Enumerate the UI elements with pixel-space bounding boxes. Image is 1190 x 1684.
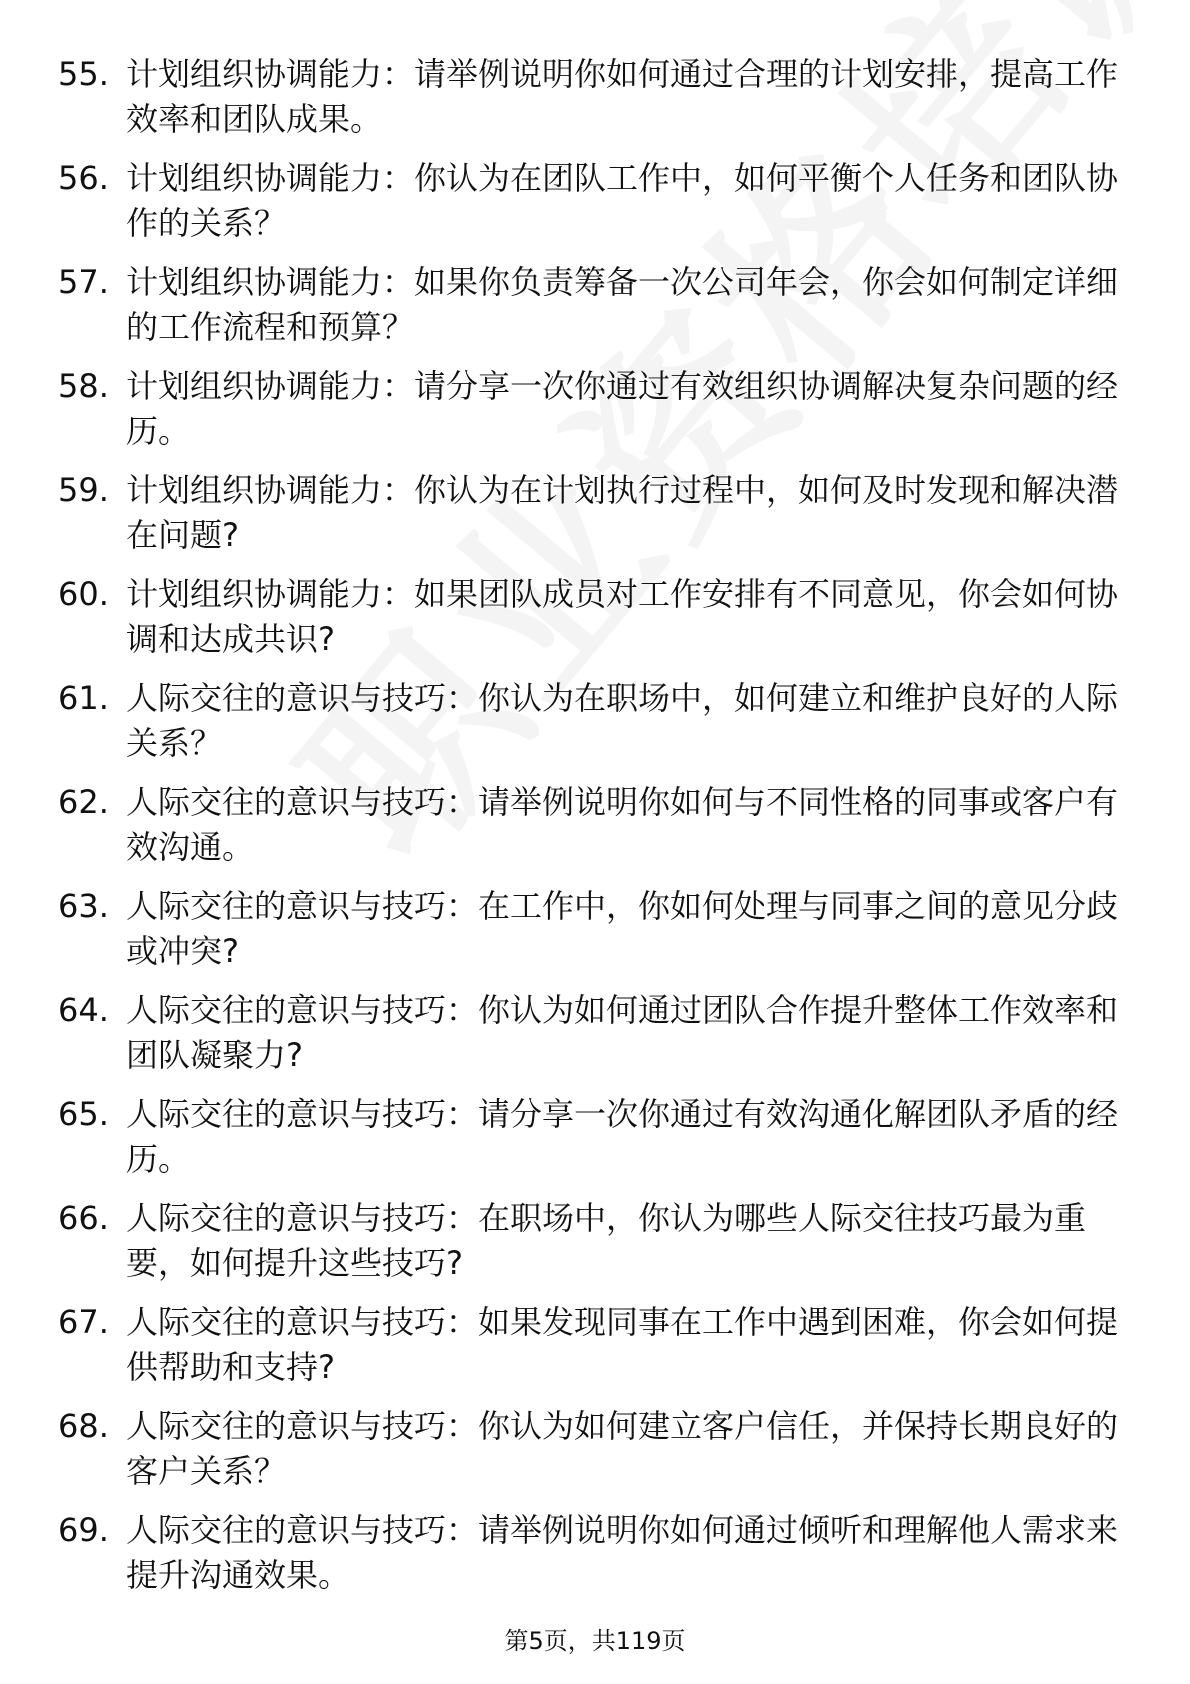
question-number: 59. bbox=[58, 471, 109, 509]
list-item bbox=[58, 1196, 1138, 1300]
question-text: 人际交往的意识与技巧：你认为如何建立客户信任，并保持长期良好的客户关系？ bbox=[126, 1407, 1119, 1490]
question-text: 人际交往的意识与技巧：请分享一次你通过有效沟通化解团队矛盾的经历。 bbox=[126, 1095, 1119, 1178]
list-item bbox=[58, 52, 1138, 156]
question-number: 66. bbox=[58, 1199, 109, 1237]
question-text: 人际交往的意识与技巧：请举例说明你如何通过倾听和理解他人需求来提升沟通效果。 bbox=[126, 1511, 1119, 1594]
question-text: 人际交往的意识与技巧：如果发现同事在工作中遇到困难，你会如何提供帮助和支持? bbox=[126, 1303, 1119, 1386]
list-item bbox=[58, 468, 1138, 572]
question-number: 58. bbox=[58, 367, 109, 405]
question-text: 人际交往的意识与技巧：请举例说明你如何与不同性格的同事或客户有效沟通。 bbox=[126, 783, 1119, 866]
question-number: 69. bbox=[58, 1511, 109, 1549]
list-item bbox=[58, 1508, 1138, 1612]
question-number: 57. bbox=[58, 263, 109, 301]
question-number: 63. bbox=[58, 887, 109, 925]
question-text: 计划组织协调能力：你认为在计划执行过程中，如何及时发现和解决潜在问题? bbox=[126, 471, 1119, 554]
list-item bbox=[58, 988, 1138, 1092]
question-text: 计划组织协调能力：如果你负责筹备一次公司年会，你会如何制定详细的工作流程和预算？ bbox=[126, 263, 1119, 346]
question-number: 60. bbox=[58, 575, 109, 613]
question-text: 人际交往的意识与技巧：在工作中，你如何处理与同事之间的意见分歧或冲突? bbox=[126, 887, 1119, 970]
question-number: 67. bbox=[58, 1303, 109, 1341]
question-text: 计划组织协调能力：你认为在团队工作中，如何平衡个人任务和团队协作的关系？ bbox=[126, 159, 1119, 242]
question-text: 计划组织协调能力：请分享一次你通过有效组织协调解决复杂问题的经历。 bbox=[126, 367, 1119, 450]
list-item bbox=[58, 676, 1138, 780]
list-item bbox=[58, 156, 1138, 260]
list-item bbox=[58, 260, 1138, 364]
question-number: 61. bbox=[58, 679, 109, 717]
list-item bbox=[58, 572, 1138, 676]
question-text: 人际交往的意识与技巧：在职场中，你认为哪些人际交往技巧最为重要，如何提升这些技巧? bbox=[126, 1199, 1087, 1282]
question-text: 人际交往的意识与技巧：你认为在职场中，如何建立和维护良好的人际关系？ bbox=[126, 679, 1119, 762]
question-number: 62. bbox=[58, 783, 109, 821]
question-number: 65. bbox=[58, 1095, 109, 1133]
question-text: 人际交往的意识与技巧：你认为如何通过团队合作提升整体工作效率和团队凝聚力? bbox=[126, 991, 1119, 1074]
list-item bbox=[58, 364, 1138, 468]
question-text: 计划组织协调能力：如果团队成员对工作安排有不同意见，你会如何协调和达成共识? bbox=[126, 575, 1119, 658]
list-item bbox=[58, 1404, 1138, 1508]
question-number: 64. bbox=[58, 991, 109, 1029]
question-number: 56. bbox=[58, 159, 109, 197]
page-number-footer: 第5页，共119页 bbox=[504, 1627, 686, 1655]
question-text: 计划组织协调能力：请举例说明你如何通过合理的计划安排，提高工作效率和团队成果。 bbox=[126, 55, 1119, 138]
list-item bbox=[58, 884, 1138, 988]
list-item bbox=[58, 1300, 1138, 1404]
question-number: 68. bbox=[58, 1407, 109, 1445]
list-item bbox=[58, 1092, 1138, 1196]
question-list bbox=[58, 52, 1138, 1612]
question-number: 55. bbox=[58, 55, 109, 93]
list-item bbox=[58, 780, 1138, 884]
